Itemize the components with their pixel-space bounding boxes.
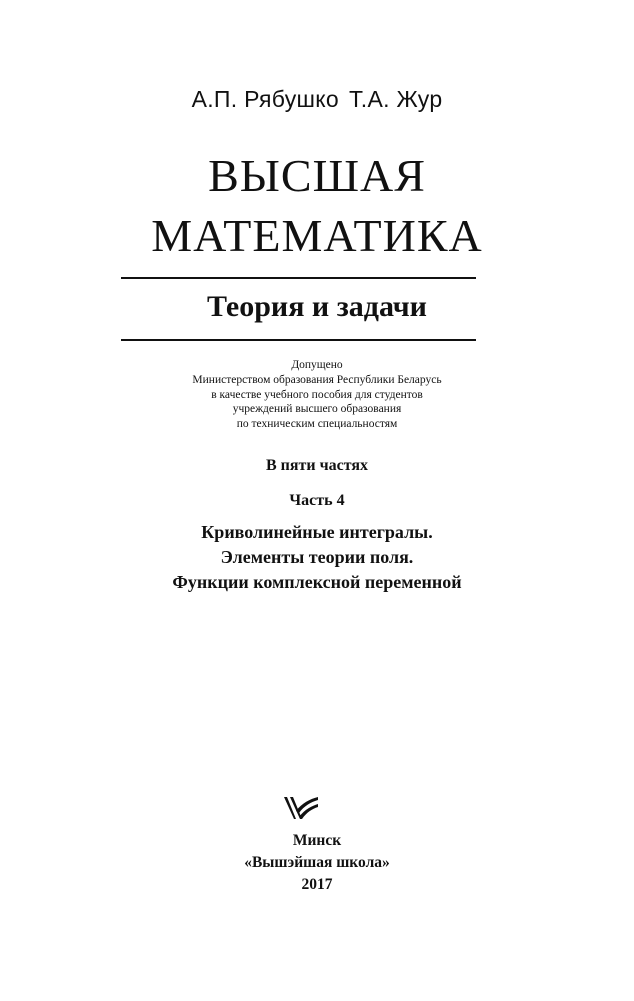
- imprint: [0, 830, 634, 896]
- book-subtitle: Теория и задачи: [207, 290, 427, 323]
- top-divider: [121, 277, 476, 279]
- title-line-2: МАТЕМАТИКА: [151, 210, 483, 261]
- authors: [0, 86, 634, 113]
- author-1: А.П. Рябушко: [191, 86, 339, 112]
- title-line-1: ВЫСШАЯ: [208, 150, 426, 201]
- book-title: [0, 146, 634, 266]
- approval-notice: [0, 358, 634, 432]
- imprint-year: 2017: [301, 876, 333, 893]
- volume-topics: [0, 520, 634, 595]
- bottom-divider: [121, 339, 476, 341]
- imprint-city: Минск: [292, 832, 342, 849]
- publisher-logo-icon: [282, 793, 320, 823]
- approval-line: Министерством образования Республики Беларусь: [192, 373, 442, 386]
- approval-line: Допущено: [291, 359, 343, 371]
- parts-info: В пяти частях: [265, 457, 369, 474]
- topic-line: Криволинейные интегралы.: [201, 522, 433, 542]
- approval-line: учреждений высшего образования: [232, 403, 402, 416]
- approval-line: по техническим специальностям: [236, 418, 398, 431]
- approval-line: в качестве учебного пособия для студентов: [211, 388, 423, 401]
- part-number: Часть 4: [289, 492, 345, 509]
- author-2: Т.А. Жур: [348, 86, 443, 112]
- imprint-publisher: «Вышэйшая школа»: [244, 854, 390, 871]
- topic-line: Функции комплексной переменной: [172, 572, 462, 592]
- topic-line: Элементы теории поля.: [220, 547, 414, 567]
